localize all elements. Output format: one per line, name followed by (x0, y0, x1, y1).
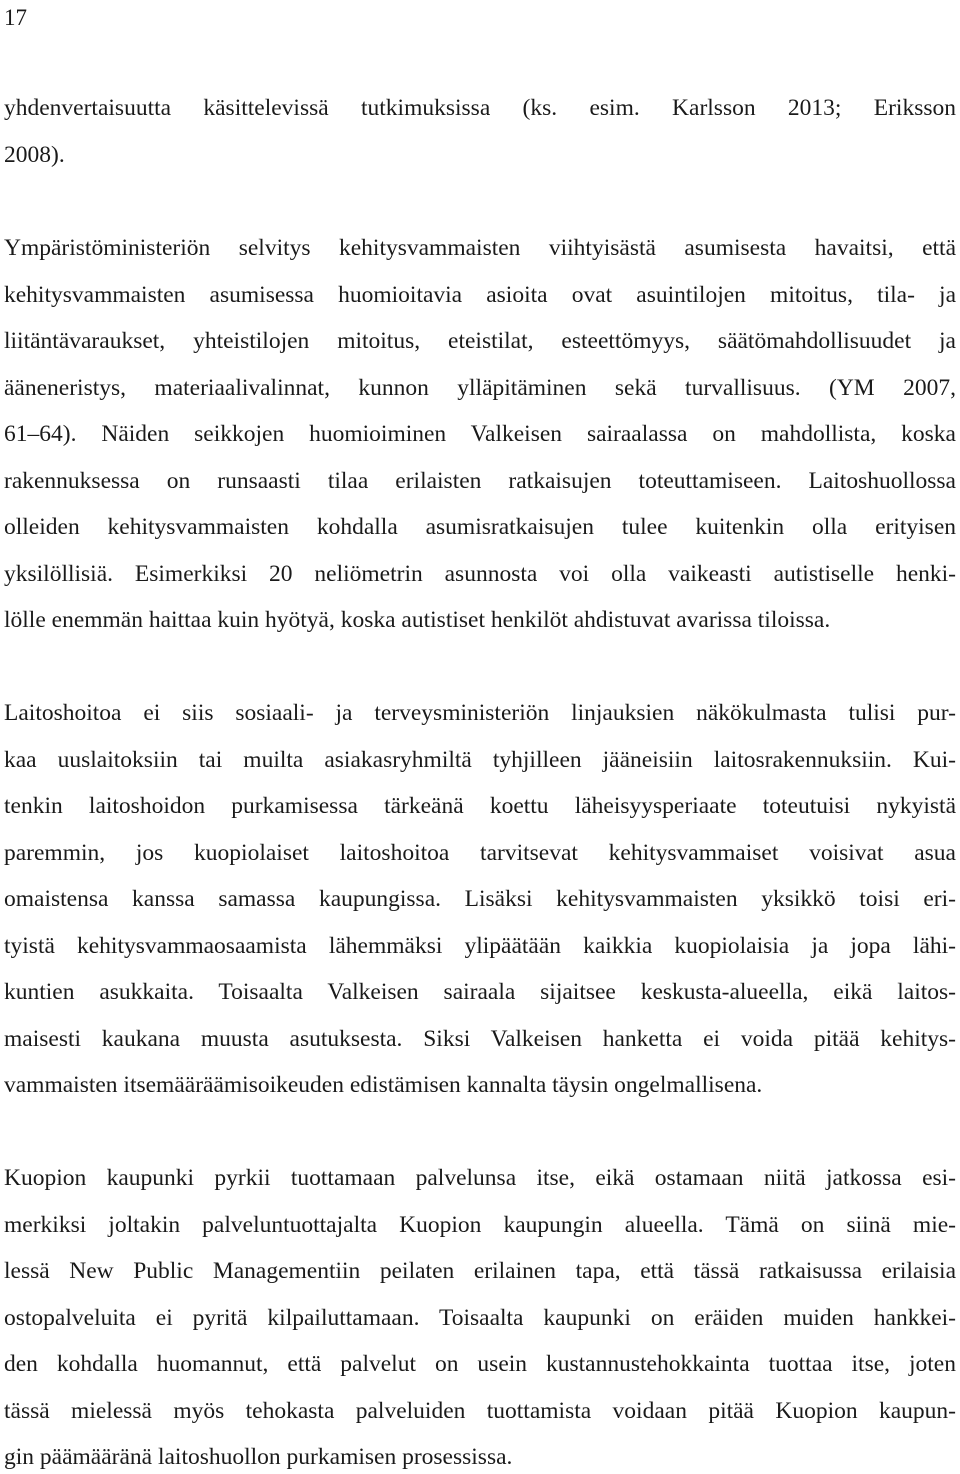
text-line: rakennuksessa on runsaasti tilaa erilaisten ratkaisujen toteuttamiseen. Laitoshuollossa (4, 468, 956, 494)
text-line: yksilöllisiä. Esimerkiksi 20 neliömetrin asunnosta voi olla vaikeasti autistiselle henki- (4, 561, 956, 587)
text-line: merkiksi joltakin palveluntuottajalta Kuopion kaupungin alueella. Tämä on siinä mie- (4, 1212, 956, 1238)
text-line: lessä New Public Managementiin peilaten erilainen tapa, että tässä ratkaisussa erilaisia (4, 1258, 956, 1284)
text-line: tenkin laitoshoidon purkamisessa tärkeänä koettu läheisyysperiaate toteutuisi nykyistä (4, 793, 956, 819)
text-line: Laitoshoitoa ei siis sosiaali- ja terveysministeriön linjauksien näkökulmasta tulisi pur- (4, 700, 956, 726)
text-line: kaa uuslaitoksiin tai muilta asiakasryhmiltä tyhjilleen jääneisiin laitosrakennuksiin. Kui- (4, 747, 956, 773)
text-line: liitäntävaraukset, yhteistilojen mitoitus, eteistilat, esteettömyys, säätömahdollisuudet ja (4, 328, 956, 354)
text-line: den kohdalla huomannut, että palvelut on usein kustannustehokkainta tuottaa itse, joten (4, 1351, 956, 1377)
text-line: kehitysvammaisten asumisessa huomioitavia asioita ovat asuintilojen mitoitus, tila- ja (4, 282, 956, 308)
text-line: ostopalveluita ei pyritä kilpailuttamaan. Toisaalta kaupunki on eräiden muiden hankkei- (4, 1305, 956, 1331)
text-line: maisesti kaukana muusta asutuksesta. Siksi Valkeisen hanketta ei voida pitää kehitys- (4, 1026, 956, 1052)
text-line: paremmin, jos kuopiolaiset laitoshoitoa tarvitsevat kehitysvammaiset voisivat asua (4, 840, 956, 866)
text-line: tyistä kehitysvammaosaamista lähemmäksi ylipäätään kaikkia kuopiolaisia ja jopa lähi- (4, 933, 956, 959)
page-number: 17 (4, 5, 27, 30)
text-line: Ympäristöministeriön selvitys kehitysvammaisten viihtyisästä asumisesta havaitsi, että (4, 235, 956, 261)
text-line: Kuopion kaupunki pyrkii tuottamaan palvelunsa itse, eikä ostamaan niitä jatkossa esi- (4, 1165, 956, 1191)
text-line: 61–64). Näiden seikkojen huomioiminen Valkeisen sairaalassa on mahdollista, koska (4, 421, 956, 447)
text-line: ääneneristys, materiaalivalinnat, kunnon ylläpitäminen sekä turvallisuus. (YM 2007, (4, 375, 956, 401)
text-line: gin päämääränä laitoshuollon purkamisen prosessissa. (4, 1444, 513, 1470)
text-line: olleiden kehitysvammaisten kohdalla asumisratkaisujen tulee kuitenkin olla erityisen (4, 514, 956, 540)
text-line: vammaisten itsemääräämisoikeuden edistämisen kannalta täysin ongelmallisena. (4, 1072, 763, 1098)
text-line: omaistensa kanssa samassa kaupungissa. Lisäksi kehitysvammaisten yksikkö toisi eri- (4, 886, 956, 912)
text-line: tässä mielessä myös tehokasta palveluiden tuottamista voidaan pitää Kuopion kaupun- (4, 1398, 956, 1424)
text-line: kuntien asukkaita. Toisaalta Valkeisen sairaala sijaitsee keskusta-alueella, eikä laitos- (4, 979, 956, 1005)
text-line: 2008). (4, 142, 65, 168)
text-line: yhdenvertaisuutta käsittelevissä tutkimuksissa (ks. esim. Karlsson 2013; Eriksson (4, 95, 956, 121)
text-line: lölle enemmän haittaa kuin hyötyä, koska autistiset henkilöt ahdistuvat avarissa tiloissa. (4, 607, 831, 633)
